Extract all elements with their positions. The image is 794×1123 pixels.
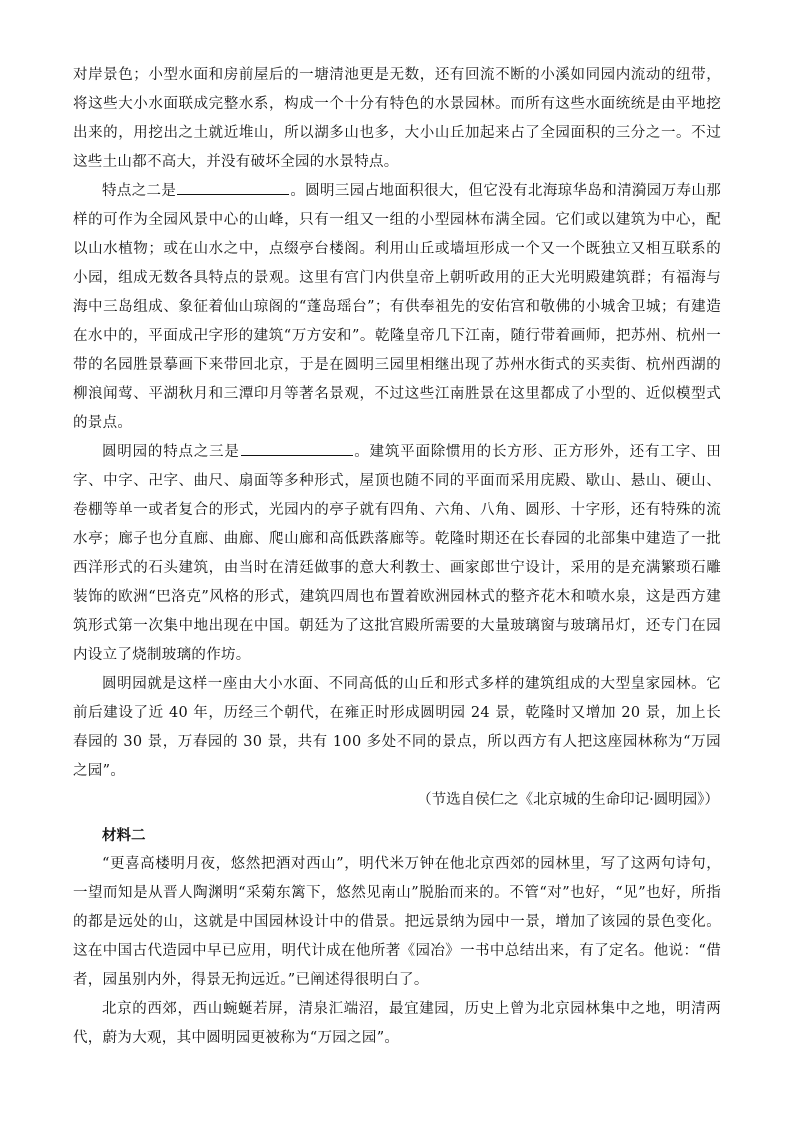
feature-two-body: 。圆明三园占地面积很大，但它没有北海琼华岛和清漪园万寿山那样的可作为全园风景中心的山峰，只有一组又一组的小型园林布满全园。它们或以建筑为中心，配以山水植物；或在山水之中，点缀亭台楼阁。利用山丘或墙垣形成一个又一个既独立又相互联系的小园，组成无数各具特点的景观。这里有宫门内供皇帝上朝听政用的正大光明殿建筑群；有福海与海中三岛组成、象征着仙山琼阁的“蓬岛瑶台”；有供奉祖先的安佑宫和敬佛的小城舍卫城；有建造在水中的，平面成卍字形的建筑“万方安和”。乾隆皇帝几下江南，随行带着画师，把苏州、杭州一带的名园胜景摹画下来带回北京，于是在圆明三园里相继出现了苏州水街式的买卖街、杭州西湖的柳浪闻莺、平湖秋月和三潭印月等著名景观，不过这些江南胜景在这里都成了小型的、近似模型式的景点。 bbox=[73, 183, 721, 431]
fill-in-blank-2[interactable] bbox=[241, 441, 353, 456]
paragraph-feature-two bbox=[73, 177, 721, 438]
document-page bbox=[73, 61, 721, 1053]
paragraph-continuation: 对岸景色；小型水面和房前屋后的一塘清池更是无数，还有回流不断的小溪如同园内流动的纽带，将这些大小水面联成完整水系，构成一个十分有特色的水景园林。而所有这些水面统统是由平地挖出来的，用挖出之土就近堆山，所以湖多山也多，大小山丘加起来占了全园面积的三分之一。不过这些土山都不高大，并没有破坏全园的水景特点。 bbox=[73, 67, 721, 170]
fill-in-blank-1[interactable] bbox=[177, 180, 289, 195]
feature-two-lead: 特点之二是 bbox=[102, 183, 177, 199]
source-citation: （节选自侯仁之《北京城的生命印记·圆明园》） bbox=[417, 792, 719, 808]
feature-three-body: 。建筑平面除惯用的长方形、正方形外，还有工字、田字、中字、卍字、曲尺、扇面等多种形式，屋顶也随不同的平面而采用庑殿、歇山、悬山、硬山、卷棚等单一或者复合的形式，光园内的亭子就有四角、六角、八角、圆形、十字形，还有特殊的流水亭；廊子也分直廊、曲廊、爬山廊和高低跌落廊等。乾隆时期还在长春园的北部集中建造了一批西洋形式的石头建筑，由当时在清廷做事的意大利教士、画家郎世宁设计，采用的是充满繁琐石雕装饰的欧洲“巴洛克”风格的形式，建筑四周也布置着欧洲园林式的整齐花木和喷水泉，这是西方建筑形式第一次集中地出现在中国。朝廷为了这批宫殿所需要的大量玻璃窗与玻璃吊灯，还专门在园内设立了烧制玻璃的作坊。 bbox=[73, 444, 722, 663]
paragraph-summary: 圆明园就是这样一座由大小水面、不同高低的山丘和形式多样的建筑组成的大型皇家园林。它前后建设了近 40 年，历经三个朝代，在雍正时形成圆明园 24 景，乾隆时又增加 20 景，加上长春园的 30 景，万春园的 30 景，共有 100 多处不同的景点，所以西方有人把这座园林称为“万园之园”。 bbox=[73, 676, 721, 779]
paragraph-western-suburbs: 北京的西郊，西山蜿蜒若屏，清泉汇端沼，最宜建园，历史上曾为北京园林集中之地，明清两代，蔚为大观，其中圆明园更被称为“万园之园”。 bbox=[73, 1001, 721, 1046]
feature-three-lead: 圆明园的特点之三是 bbox=[102, 444, 240, 460]
section-heading-material-two: 材料二 bbox=[102, 827, 146, 844]
paragraph-feature-three bbox=[73, 438, 721, 670]
paragraph-borrowed-scenery: “更喜高楼明月夜，悠然把酒对西山”，明代米万钟在他北京西郊的园林里，写了这两句诗句，一望而知是从晋人陶渊明“采菊东篱下，悠然见南山”脱胎而来的。不管“对”也好，“见”也好，所指的都是远处的山，这就是中国园林设计中的借景。把远景纳为园中一景，增加了该园的景色变化。这在中国古代造园中早已应用，明代计成在他所著《园冶》一书中总结出来，有了定名。他说：“借者，园虽别内外，得景无拘远近。”已阐述得很明白了。 bbox=[73, 856, 721, 988]
